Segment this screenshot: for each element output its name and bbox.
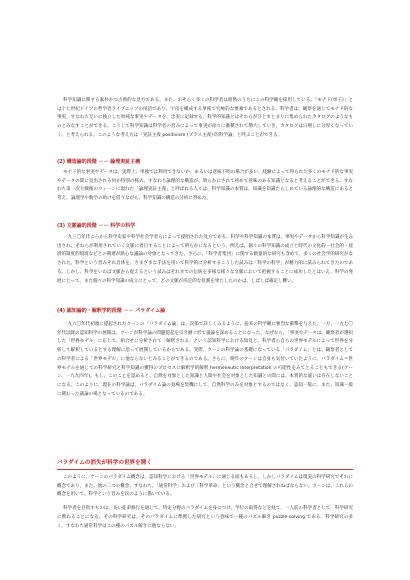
intro-paragraph: 科学知識に関する素朴かつ古典的な見方である。また、おそらく多くの科学者は暗黙のうちにこの科学観を採用している。「モナド(単子)」とは十七世紀ドイツの哲学者ライプニッツの用語であり、宇宙を構成する単純で究極的な要素であるとされる。科学者は、観察を通じてモナド的な事実、すなわち互いに独立した単純な事実やデータを、忠実に記録する。科学的知識とはそれらがひとまとまりに集められたカタログのようなものとみなすことができる。こうして科学知識は科学者の営みによって事実が徐々に蓄積されて増大していき、カタログは日増しに分厚くなっていく。と考えられる。このような考え方は「実証主義 positivism (プラス主義) 的科学論」と呼ぶことができる。 [57,98,353,138]
section2-title: パラダイムの消失が科学の世界を開く [57,460,152,466]
section-body-structural: モナド的な事実やデータは、実際上、単独では利用できないか、あるいは意味不明の場合が多い。経験によって得られた多くのモナド的な事実やデータの間に見出される何か特別の様式、すなわち論理的な構造が、明らかにされて初めて意味のある知識となると考えることができる。すなわち第一次大戦後のウィーンに現れた「論理実証主義」と呼ばれる人々は、科学知識の本質は、知識を知識たらしめている論理的な構造にあると考え、論理学や数学の助けを借りながら、科学知識の構造の分析に努めた。 [57,170,353,202]
section2-paragraph-1: このように、クーンのパラダイム概念は、認知科学における「世界モデル」に通じる面もあるし、しかしパラダイムは現実の科学研究でそれに概念であり、また、他の二つの概念、すなわち、「通常科学」および「科学革命」という概念と合せて理解されねばならない。クーンは、これらの概念を用いて、科学という営みを次のように描いている。 [57,475,353,498]
section2-paragraph-2: 科学者を目指すものは、長い徒弟修行を通じて、特定分野のパラダイムを身につけ、学位の取得などを経て、一人前の科学者として、科学研究に携わることになる。その科学研究は、そのパラダイムに準拠した研究という意味で一種のパズル解き puzzle solving である。科学研究の多く、すなわち通常科学はこの種のパズル解きに他ならない。 [57,506,353,529]
intro-block [57,97,353,141]
section2-header [57,459,353,470]
section-heading-cognitive: (4) 認知論的・解釈学的段階 －－ パラダイム論 [57,308,166,314]
section-contextual [57,222,353,286]
section2-body [57,474,353,531]
section-cognitive [57,307,353,399]
section-body-contextual: 一九三〇年代ころから科学史家や科学社会学者らによって提唱された見方である。科学や科学知識の本質は、事実やデータから科学知識が生み出され、それらが利用されていく文脈に着目することによって明らかになるという。例えば、個々の科学知識の成立と時代の文化的・社会的・経済的制度的環境などとの関連が熱心な議論の対象となってきた。さらに、「科学者集団」に関する数量的な研究も含めて、多くの社会学的研究がなされた。科学という営みそれ自体を、さまざまな手法を用いて科学的に分析するこうした試みは「科学の科学」が精力的に試みられてきたのである。しかし、科学をいわば文脈から捉えるという試みはそれまでの伝統を多様な様々な文脈において把握することに成功したとはいえ、科学の発展にとって、また個々の科学知識の成立にとって、どの文脈が決定的な役割を果たしたのかは、しばしば確定し難い。 [57,235,353,284]
section-body-cognitive: 一九六〇年代初頭に提起されたクーンの「パラダイム論」は、次節で詳しくみるように、従来の科学観に強烈な衝撃を与えた。一方、一九七〇年代以降の認知科学の展開は、クーンが科学論の問題提起を引き継ぐ形で議論を深めることになった。なぜなら、「事実やデータは、観察者が選択した「世界モデル」に応じて、組合せに分析されて「解釈される」という認知科学における知見と、科学者ら自らの世界モデルによって世界を分析して解釈しているとする理解に沿って展開しているからである。実際、クーンの科学論の基礎になっている「パラダイム」とは、観察者としての科学者による「世界モデル」に他ならないとみることができるのである。さらに、晩年のクーンは自身も気付いていたように、パラダイム＝世界モデルを通じての科学研究と科学知識の獲得のプロセスに解釈学的解釈 hermeneutic interpretation の可能性をみてとることもできる(クーン、一九九四年)。もし、このことを認めると、自然を対象とした知識と人間や社会を対象とした知識との間には、本質的な違いは存在しないことになる。このように、現在の科学論は、パラダイム論の登場を契機にして、自然科学のみを対象とするのではなく、認知一般に、また、知識一般に関わった議論の場となっているのである。 [57,322,353,397]
section-heading-structural: (2) 構造論的段階 －－ 論理実証主義 [57,159,141,165]
section-heading-contextual: (3) 文脈論的段階 －－ 科学の科学 [57,223,136,229]
section-structural [57,158,353,204]
